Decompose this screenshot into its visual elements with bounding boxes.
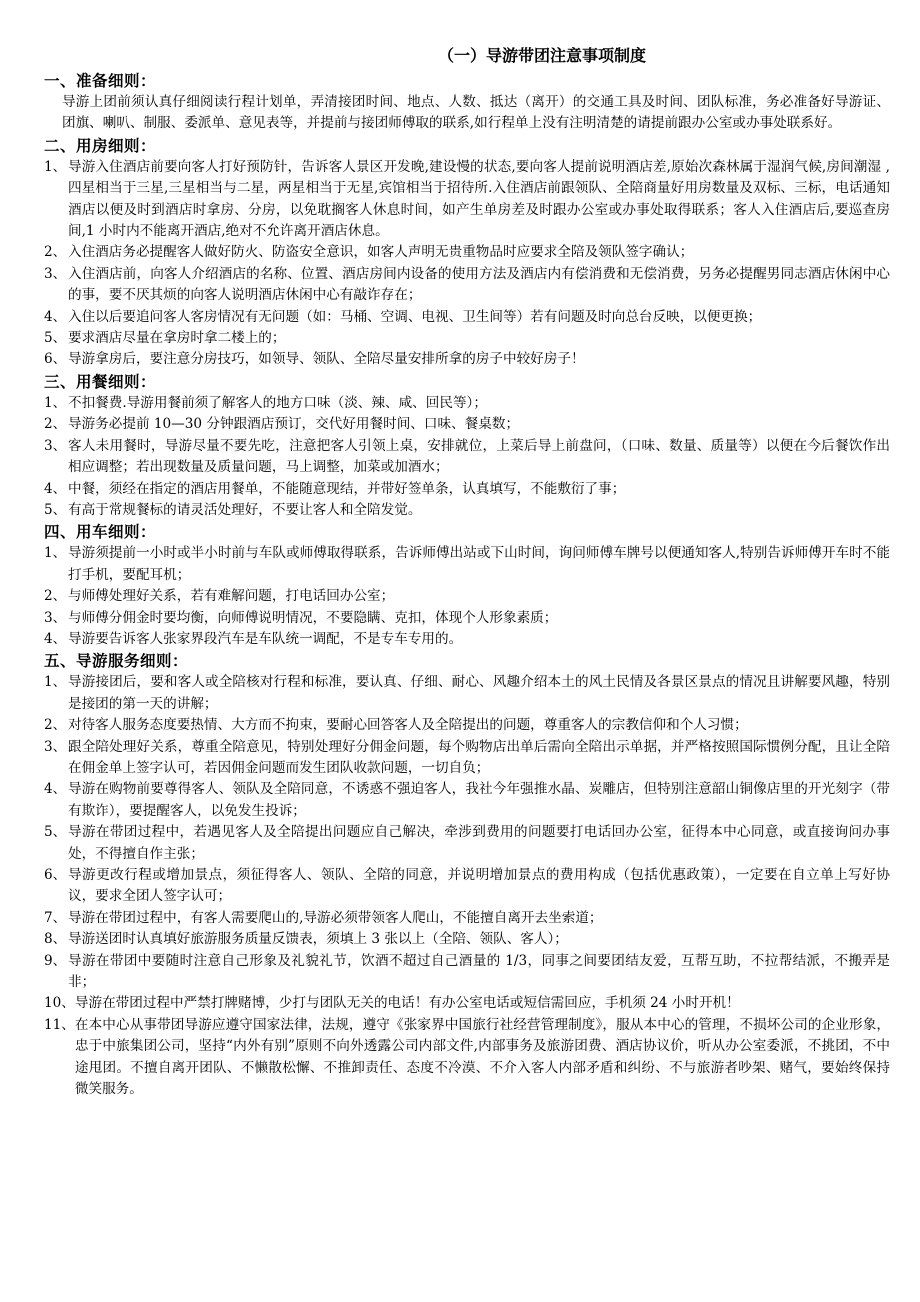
document-title: （一）导游带团注意事项制度 [437,46,646,65]
section-intro-preparation: 导游上团前须认真仔细阅读行程计划单，弄清接团时间、地点、人数、抵达（离开）的交通工具及时间、团队标准，务必准备好导游证、团旗、喇叭、制服、委派单、意见表等，并提前与接团师傅取的联系,如行程单上没有注明清楚的请提前跟办公室或办事处联系好。 [62,94,890,132]
item-text: 在本中心从事带团导游应遵守国家法律，法规，遵守《张家界中国旅行社经营管理制度》，服从本中心的管理，不损坏公司的企业形象，忠于中旅集团公司，坚持“内外有别”原则不向外透露公司内部文件,内部事务及旅游团费、酒店协议价，听从办公室委派，不挑团，不中途甩团。不擅自离开团队、不懒散松懈、不推卸责任、态度不冷漠、不介入客人内部矛盾和纠纷、不与旅游者吵架、赌气，要始终保持微笑服务。 [74,1016,890,1098]
item-number: 3、 [44,609,67,626]
item-number: 10、 [44,995,75,1012]
item-number: 1、 [44,394,67,411]
list-item [44,629,890,650]
item-text: 导游接团后，要和客人或全陪核对行程和标准，要认真、仔细、耐心、风趣介绍本土的风土民情及各景区景点的情况且讲解要风趣，特别是接团的第一天的讲解； [68,674,890,712]
list-item [44,242,890,263]
section-heading-vehicle: 四、用车细则： [44,523,157,542]
item-text: 导游务必提前 10—30 分钟跟酒店预订，交代好用餐时间、口味、餐桌数； [68,416,520,433]
item-text: 对待客人服务态度要热情、大方而不拘束，要耐心回答客人及全陪提出的问题，尊重客人的宗教信仰和个人习惯； [68,717,748,734]
list-item [44,865,890,908]
item-text: 导游入住酒店前要向客人打好预防针，告诉客人景区开发晚,建设慢的状态,要向客人提前说明酒店差,原始次森林属于湿润气候,房间潮湿 ,四星相当于三星,三星相当与二星，两星相当于无星,宾馆相当于招待所.入住酒店前跟领队、全陪商量好用房数量及双标、三标，电话通知酒店以便及时到酒店时拿房、分房，以免耽搁客人休息时间，如产生单房差及时跟办公室或办事处取得联系；客人入住酒店后,要巡查房间,1 小时内不能离开酒店,绝对不允许离开酒店休息。 [68,158,890,240]
item-number: 3、 [44,265,67,282]
list-item [44,908,890,929]
item-number: 3、 [44,738,67,755]
item-text: 导游在带团过程中，有客人需要爬山的,导游必须带领客人爬山，不能擅自离开去坐索道； [68,909,603,926]
item-text: 导游送团时认真填好旅游服务质量反馈表，须填上 3 张以上（全陪、领队、客人）； [68,931,568,948]
item-text: 与师傅处理好关系，若有难解问题，打电话回办公室； [68,588,395,605]
item-number: 7、 [44,909,67,926]
list-item [44,929,890,950]
item-text: 入住酒店前，向客人介绍酒店的名称、位置、酒店房间内设备的使用方法及酒店内有偿消费和无偿消费，另务必提醒男同志酒店休闲中心的事，要不厌其烦的向客人说明酒店休闲中心有敲诈存在； [68,265,890,304]
item-text: 与师傅分佣金时要均衡，向师傅说明情况，不要隐瞒、克扣，体现个人形象素质； [68,609,558,626]
item-text: 导游在带团过程中严禁打牌赌博，少打与团队无关的电话！有办公室电话或短信需回应，手机须 24 小时开机！ [74,995,740,1012]
item-text: 跟全陪处理好关系，尊重全陪意见，特别处理好分佣金问题，每个购物店出单后需向全陪出示单据，并严格按照国际惯例分配，且让全陪在佣金单上签字认可，若因佣金问题而发生团队收款问题，一切自负； [68,738,890,776]
item-text: 中餐，须经在指定的酒店用餐单，不能随意现结，并带好签单条，认真填写，不能敷衍了事； [68,480,626,497]
item-text: 导游在带团中要随时注意自己形象及礼貌礼节，饮酒不超过自己酒量的 1/3，同事之间要团结友爱，互帮互助，不拉帮结派，不搬弄是非； [68,952,890,991]
item-number: 2、 [44,588,67,605]
item-text: 导游要告诉客人张家界段汽车是车队统一调配，不是专车专用的。 [68,630,463,647]
list-item [44,328,890,349]
item-text: 导游更改行程或增加景点，须征得客人、领队、全陪的同意，并说明增加景点的费用构成（包括优惠政策），一定要在自立单上写好协议，要求全团人签字认可； [68,867,890,905]
list-item [44,479,890,500]
item-number: 3、 [44,437,67,454]
item-number: 8、 [44,931,67,948]
item-number: 1、 [44,158,67,175]
item-text: 导游在购物前要尊得客人、领队及全陪同意，不诱惑不强迫客人，我社今年强推水晶、炭雕店，但特别注意韶山铜像店里的开光刻字（带有欺诈），要提醒客人，以免发生投诉； [68,781,890,819]
item-number: 9、 [44,952,67,969]
item-number: 6、 [44,351,67,368]
item-text: 导游须提前一小时或半小时前与车队或师傅取得联系，告诉师傅出站或下山时间，询问师傅车牌号以便通知客人,特别告诉师傅开车时不能打手机，要配耳机； [68,545,890,583]
list-item [44,307,890,328]
item-number: 4、 [44,308,67,325]
item-number: 4、 [44,630,67,647]
item-number: 2、 [44,717,67,734]
section-heading-dining: 三、用餐细则： [44,372,157,391]
list-item [44,414,890,435]
list-item [44,672,890,715]
item-number: 5、 [44,501,67,518]
section-heading-lodging: 二、用房细则： [44,136,157,155]
list-item [44,993,890,1014]
list-item [44,737,890,780]
list-item [44,608,890,629]
item-number: 5、 [44,824,67,841]
item-text: 不扣餐费.导游用餐前须了解客人的地方口味（淡、辣、咸、回民等）； [68,394,487,411]
item-number: 2、 [44,244,67,261]
section-heading-guide-service: 五、导游服务细则： [44,652,189,671]
list-item [44,393,890,414]
item-number: 2、 [44,416,67,433]
list-item [44,779,890,822]
section-heading-preparation: 一、准备细则： [44,72,157,90]
item-text: 导游在带团过程中，若遇见客人及全陪提出问题应自己解决，牵涉到费用的问题要打电话回办公室，征得本中心同意，或直接询问办事处，不得擅自作主张； [68,824,890,862]
item-number: 1、 [44,674,67,691]
list-item [44,543,890,586]
list-item [44,586,890,607]
list-item [44,715,890,736]
list-item [44,436,890,479]
list-item [44,264,890,307]
list-item [44,349,890,370]
item-text: 导游拿房后，要注意分房技巧，如领导、领队、全陪尽量安排所拿的房子中较好房子！ [68,351,585,368]
list-item [44,157,890,243]
item-text: 入住酒店务必提醒客人做好防火、防盗安全意识，如客人声明无贵重物品时应要求全陪及领队签字确认； [68,244,694,261]
item-number: 4、 [44,480,67,497]
list-item [44,822,890,865]
item-number: 5、 [44,330,67,347]
item-number: 4、 [44,781,67,798]
item-text: 有高于常规餐标的请灵活处理好，不要让客人和全陪发觉。 [68,501,422,518]
list-item [44,500,890,521]
item-text: 要求酒店尽量在拿房时拿二楼上的； [68,330,286,347]
list-item [44,951,890,994]
list-item [44,1015,890,1101]
item-number: 11、 [44,1016,75,1033]
item-number: 1、 [44,545,67,562]
item-text: 客人未用餐时，导游尽量不要先吃，注意把客人引领上桌，安排就位，上菜后导上前盘问，（口味、数量、质量等）以便在今后餐饮作出相应调整；若出现数量及质量问题，马上调整，加菜或加酒水； [68,437,890,476]
item-number: 6、 [44,867,67,883]
item-text: 入住以后要追问客人客房情况有无问题（如：马桶、空调、电视、卫生间等）若有问题及时向总台反映，以便更换； [68,308,762,325]
